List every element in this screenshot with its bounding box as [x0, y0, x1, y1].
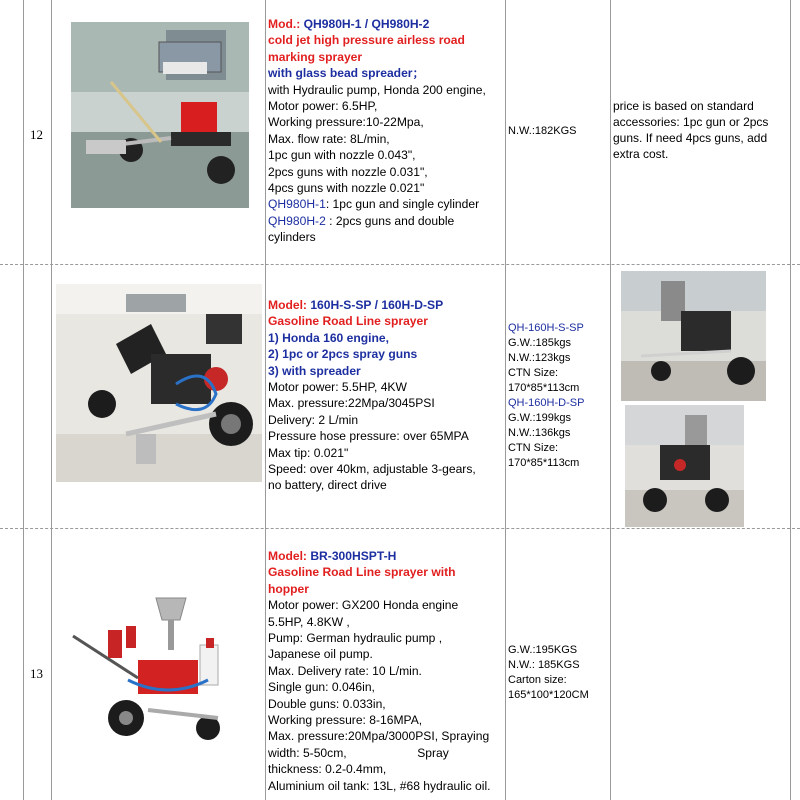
desc-line: Speed: over 40km, adjustable 3-gears,	[268, 462, 476, 477]
desc-line: Max. pressure:20Mpa/3000PSI, Spraying	[268, 729, 490, 744]
desc-line: Single gun: 0.046in,	[268, 680, 375, 695]
model-codes: BR-300HSPT-H	[310, 549, 397, 563]
column-divider	[505, 0, 506, 800]
product-photo-br300	[68, 590, 252, 750]
desc-line: with glass bead spreader；	[268, 66, 425, 81]
model-label: Model:	[268, 298, 311, 312]
note-line: extra cost.	[613, 147, 669, 161]
desc-line: 1pc gun with nozzle 0.043",	[268, 148, 416, 163]
spec-line: 170*85*113cm	[508, 382, 580, 394]
product-photo-160h	[56, 284, 262, 482]
table-border-right	[790, 0, 791, 800]
desc-line: 1) Honda 160 engine,	[268, 330, 389, 345]
model-label: Mod.:	[268, 17, 304, 31]
spec-line: G.W.:195KGS	[508, 644, 578, 656]
desc-line: Working pressure:10-22Mpa,	[268, 115, 424, 130]
price-note	[613, 98, 789, 162]
variant-text: : 1pc gun and single cylinder	[325, 197, 480, 212]
weight-info	[508, 321, 608, 471]
desc-line: 3) with spreader	[268, 363, 361, 378]
desc-line: Max. pressure:22Mpa/3045PSI	[268, 396, 435, 411]
product-photo-qh980h	[71, 22, 249, 208]
product-description	[268, 297, 504, 494]
variant-code: QH980H-1	[268, 197, 326, 212]
desc-line: no battery, direct drive	[268, 478, 387, 493]
spec-line: Carton size:	[508, 674, 567, 686]
desc-line: 2pcs guns with nozzle 0.031",	[268, 164, 428, 179]
note-line: accessories: 1pc gun or 2pcs	[613, 115, 769, 129]
desc-line: Delivery: 2 L/min	[268, 412, 359, 427]
column-divider	[51, 0, 52, 800]
desc-line: 4pcs guns with nozzle 0.021"	[268, 181, 425, 196]
weight-info	[508, 643, 608, 703]
desc-line: Motor power: 5.5HP, 4KW	[268, 380, 407, 395]
row-number: 12	[30, 127, 43, 142]
note-line: price is based on standard	[613, 99, 754, 113]
net-weight: N.W.:182KGS	[508, 125, 577, 137]
spec-line: CTN Size:	[508, 367, 559, 379]
desc-line: thickness: 0.2-0.4mm,	[268, 762, 387, 777]
product-description	[268, 548, 504, 794]
desc-line: Max. Delivery rate: 10 L/min.	[268, 663, 422, 678]
desc-line: Pressure hose pressure: over 65MPA	[268, 429, 469, 444]
spec-line: 170*85*113cm	[508, 457, 580, 469]
spec-line: CTN Size:	[508, 442, 559, 454]
variant-code: QH980H-2	[268, 213, 326, 228]
product-photo-160h-side	[625, 405, 744, 527]
note-line: guns. If need 4pcs guns, add	[613, 131, 768, 145]
variant-code: QH-160H-D-SP	[508, 397, 585, 409]
desc-line: with Hydraulic pump, Honda 200 engine,	[268, 82, 486, 97]
desc-line: Gasoline Road Line sprayer	[268, 314, 428, 329]
desc-line: cold jet high pressure airless road	[268, 33, 465, 48]
column-divider	[265, 0, 266, 800]
product-photo-160h-top	[621, 271, 766, 401]
row-divider	[0, 264, 800, 265]
spec-line: N.W.: 185KGS	[508, 659, 580, 671]
desc-line: Double guns: 0.033in,	[268, 696, 386, 711]
desc-line: Japanese oil pump.	[268, 647, 373, 662]
desc-line: marking sprayer	[268, 49, 363, 64]
desc-line: 5.5HP, 4.8KW ,	[268, 614, 350, 629]
variant-text-cont: cylinders	[268, 230, 316, 245]
desc-line: Max tip: 0.021"	[268, 445, 349, 460]
desc-line: Motor power: GX200 Honda engine	[268, 598, 459, 613]
desc-line: Max. flow rate: 8L/min,	[268, 131, 390, 146]
desc-line: Gasoline Road Line sprayer with	[268, 565, 456, 580]
spec-line: G.W.:185kgs	[508, 337, 571, 349]
spec-line: N.W.:123kgs	[508, 352, 571, 364]
desc-line: 2) 1pc or 2pcs spray guns	[268, 347, 418, 362]
model-codes: QH980H-1 / QH980H-2	[303, 17, 430, 31]
table-border-left	[23, 0, 24, 800]
desc-line: hopper	[268, 581, 309, 596]
variant-code: QH-160H-S-SP	[508, 322, 584, 334]
spec-line: 165*100*120CM	[508, 689, 589, 701]
desc-line: Aluminium oil tank: 13L, #68 hydraulic oil.	[268, 778, 491, 793]
weight-info	[508, 124, 576, 139]
model-label: Model:	[268, 549, 311, 563]
product-description	[268, 16, 504, 246]
row-divider	[0, 528, 800, 529]
spec-line: N.W.:136kgs	[508, 427, 571, 439]
desc-line: Motor power: 6.5HP,	[268, 99, 378, 114]
desc-line: Working pressure: 8-16MPA,	[268, 713, 423, 728]
spec-line: G.W.:199kgs	[508, 412, 571, 424]
desc-line: Pump: German hydraulic pump ,	[268, 631, 443, 646]
row-number: 13	[30, 666, 43, 681]
column-divider	[610, 0, 611, 800]
variant-text: : 2pcs guns and double	[325, 213, 455, 228]
desc-line: width: 5-50cm, Spray	[268, 745, 449, 760]
model-codes: 160H-S-SP / 160H-D-SP	[310, 298, 444, 312]
